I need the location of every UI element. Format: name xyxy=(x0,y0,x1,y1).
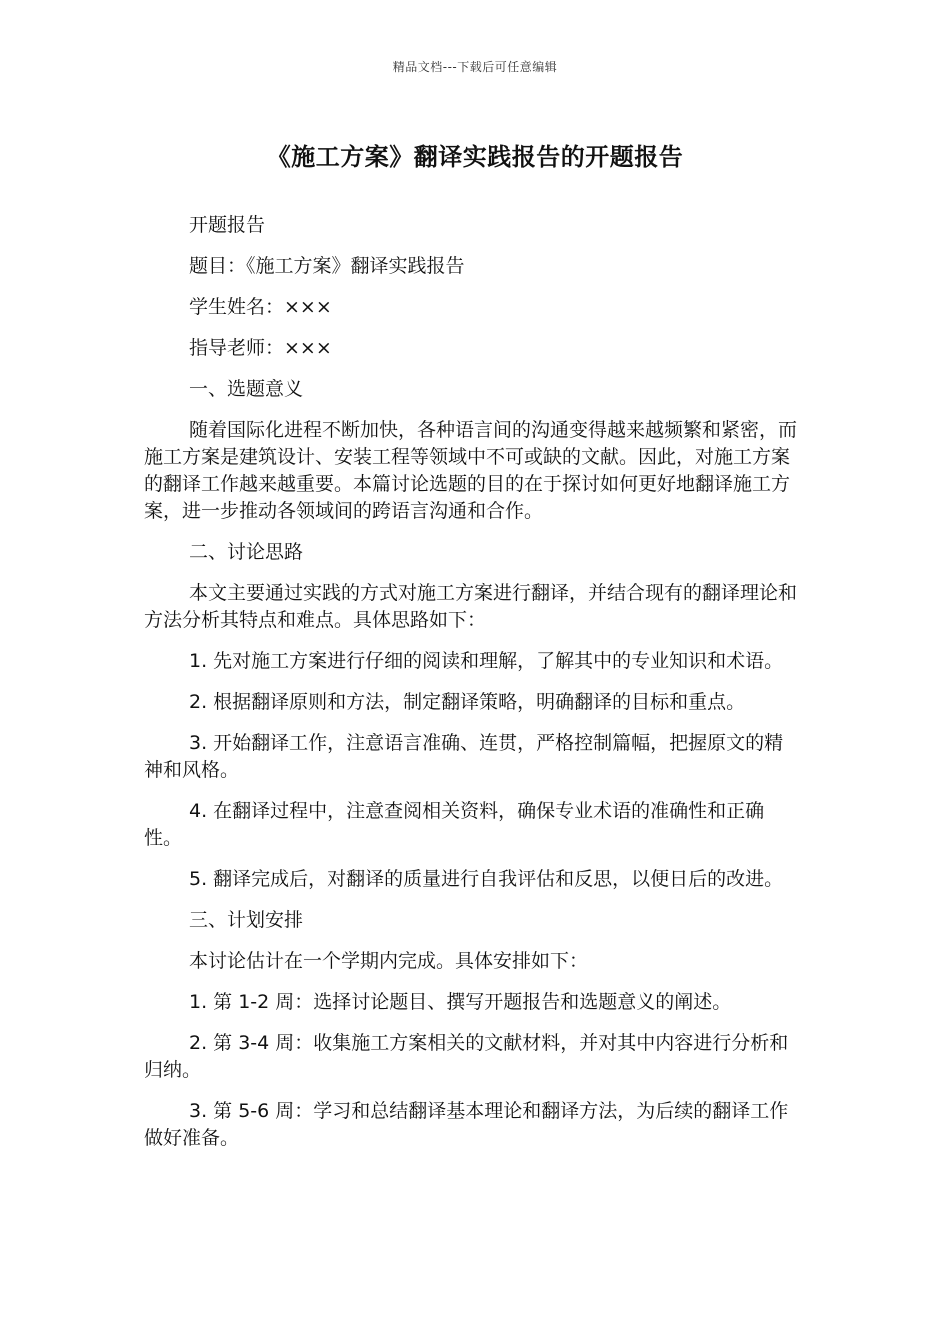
paragraph-report-label: 开题报告 xyxy=(189,214,266,236)
list-item-schedule-1: 1. 第 1-2 周：选择讨论题目、撰写开题报告和选题意义的阐述。 xyxy=(189,991,732,1013)
section-heading-significance: 一、选题意义 xyxy=(189,378,304,400)
section-heading-approach: 二、讨论思路 xyxy=(189,541,304,563)
list-item-approach-1: 1. 先对施工方案进行仔细的阅读和理解，了解其中的专业知识和术语。 xyxy=(189,650,784,672)
paragraph-student-name: 学生姓名：××× xyxy=(189,296,332,318)
paragraph-topic: 题目：《施工方案》翻译实践报告 xyxy=(189,255,465,277)
header-note: 精品文档---下载后可任意编辑 xyxy=(392,60,558,74)
paragraph-significance: 随着国际化进程不断加快，各种语言间的沟通变得越来越频繁和紧密，而施工方案是建筑设计、安装工程等领域中不可或缺的文献。因此，对施工方案的翻译工作越来越重要。本篇讨论选题的目的在于探讨如何更好地翻译施工方案，进一步推动各领域间的跨语言沟通和合作。 xyxy=(144,419,798,522)
list-item-schedule-2: 2. 第 3-4 周：收集施工方案相关的文献材料，并对其中内容进行分析和归纳。 xyxy=(144,1032,789,1081)
list-item-approach-3: 3. 开始翻译工作，注意语言准确、连贯，严格控制篇幅，把握原文的精神和风格。 xyxy=(144,732,784,781)
document-title: 《施工方案》翻译实践报告的开题报告 xyxy=(266,143,684,171)
paragraph-approach-intro: 本文主要通过实践的方式对施工方案进行翻译，并结合现有的翻译理论和方法分析其特点和难点。具体思路如下： xyxy=(144,582,798,631)
list-item-approach-5: 5. 翻译完成后，对翻译的质量进行自我评估和反思，以便日后的改进。 xyxy=(189,868,784,890)
section-heading-schedule: 三、计划安排 xyxy=(189,909,304,931)
list-item-approach-4: 4. 在翻译过程中，注意查阅相关资料，确保专业术语的准确性和正确性。 xyxy=(144,800,765,849)
list-item-schedule-3: 3. 第 5-6 周：学习和总结翻译基本理论和翻译方法，为后续的翻译工作做好准备。 xyxy=(144,1100,789,1149)
paragraph-advisor: 指导老师：××× xyxy=(189,337,332,359)
list-item-approach-2: 2. 根据翻译原则和方法，制定翻译策略，明确翻译的目标和重点。 xyxy=(189,691,746,713)
document-body xyxy=(144,212,800,1166)
paragraph-schedule-intro: 本讨论估计在一个学期内完成。具体安排如下： xyxy=(189,950,589,972)
